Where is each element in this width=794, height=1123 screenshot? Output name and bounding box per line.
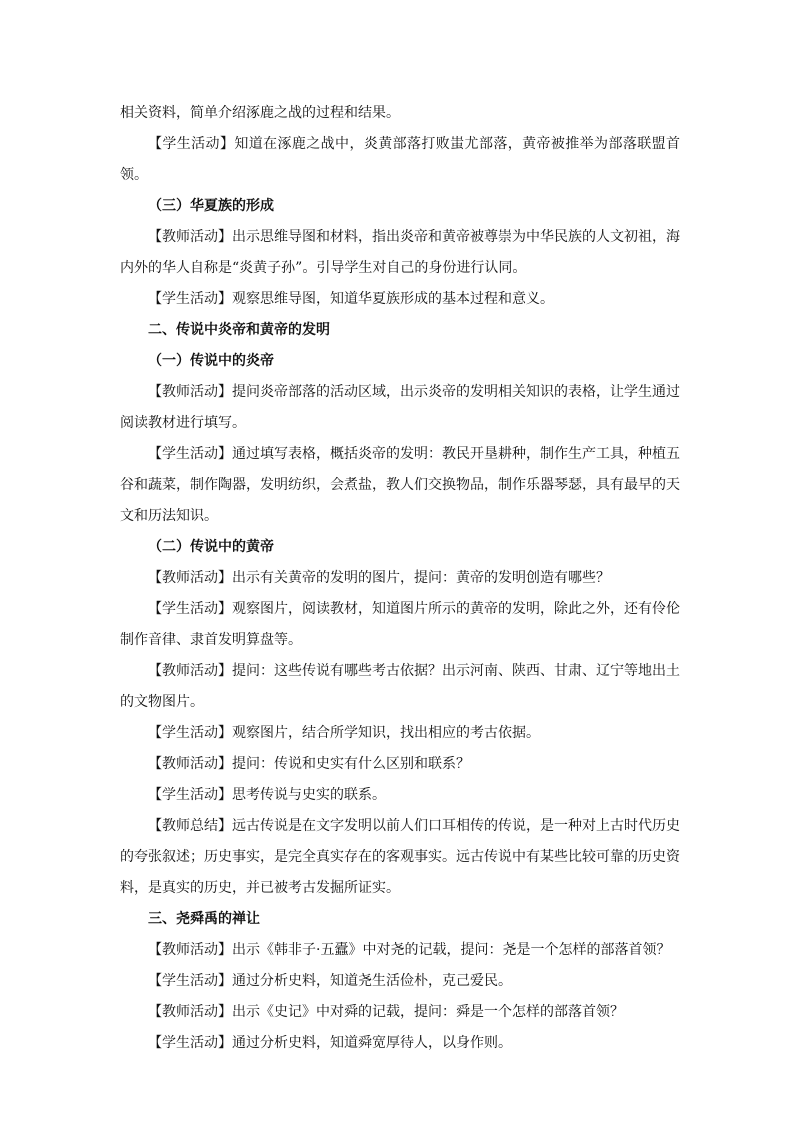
paragraph: 【教师活动】提问：这些传说有哪些考古依据？出示河南、陕西、甘肃、辽宁等地出土的文物图片。	[120, 663, 680, 710]
paragraph: 【教师总结】远古传说是在文字发明以前人们口耳相传的传说，是一种对上古时代历史的夸张叙述；历史事实，是完全真实存在的客观事实。远古传说中有某些比较可靠的历史资料，是真实的历史，并已被考古发掘所证实。	[120, 818, 680, 896]
paragraph: 【教师活动】出示思维导图和材料，指出炎帝和黄帝被尊崇为中华民族的人文初祖，海内外的华人自称是“炎黄子孙”。引导学生对自己的身份进行认同。	[120, 229, 680, 276]
paragraph: 【教师活动】出示《韩非子·五蠹》中对尧的记载，提问：尧是一个怎样的部落首领？	[148, 942, 671, 958]
section-heading: 三、尧舜禹的禅让	[148, 911, 260, 927]
paragraph: 【教师活动】提问：传说和史实有什么区别和联系？	[148, 756, 470, 772]
paragraph: 【学生活动】思考传说与史实的联系。	[148, 787, 386, 803]
paragraph: 【学生活动】观察图片，阅读教材，知道图片所示的黄帝的发明，除此之外，还有伶伦制作音律、隶首发明算盘等。	[120, 601, 680, 648]
paragraph: 【教师活动】出示《史记》中对舜的记载，提问：舜是一个怎样的部落首领？	[148, 1004, 624, 1020]
paragraph: 【学生活动】通过填写表格，概括炎帝的发明：教民开垦耕种，制作生产工具，种植五谷和蔬菜，制作陶器，发明纺织，会煮盐，教人们交换物品，制作乐器琴瑟，具有最早的天文和历法知识。	[120, 446, 680, 524]
paragraph: 【学生活动】通过分析史料，知道尧生活俭朴，克己爱民。	[148, 973, 512, 989]
paragraph: 【学生活动】观察图片，结合所学知识，找出相应的考古依据。	[148, 725, 540, 741]
paragraph: 【教师活动】出示有关黄帝的发明的图片，提问：黄帝的发明创造有哪些？	[148, 570, 610, 586]
paragraph: 相关资料，简单介绍涿鹿之战的过程和结果。	[120, 105, 400, 121]
document-body	[120, 98, 680, 1059]
paragraph: 【学生活动】通过分析史料，知道舜宽厚待人，以身作则。	[148, 1035, 512, 1051]
paragraph: 【教师活动】提问炎帝部落的活动区域，出示炎帝的发明相关知识的表格，让学生通过阅读教材进行填写。	[120, 384, 680, 431]
section-subheading: （三）华夏族的形成	[148, 198, 274, 214]
section-subheading: （一）传说中的炎帝	[148, 353, 274, 369]
paragraph: 【学生活动】知道在涿鹿之战中，炎黄部落打败蚩尤部落，黄帝被推举为部落联盟首领。	[120, 136, 680, 183]
paragraph: 【学生活动】观察思维导图，知道华夏族形成的基本过程和意义。	[148, 291, 554, 307]
section-heading: 二、传说中炎帝和黄帝的发明	[148, 322, 330, 338]
section-subheading: （二）传说中的黄帝	[148, 539, 274, 555]
